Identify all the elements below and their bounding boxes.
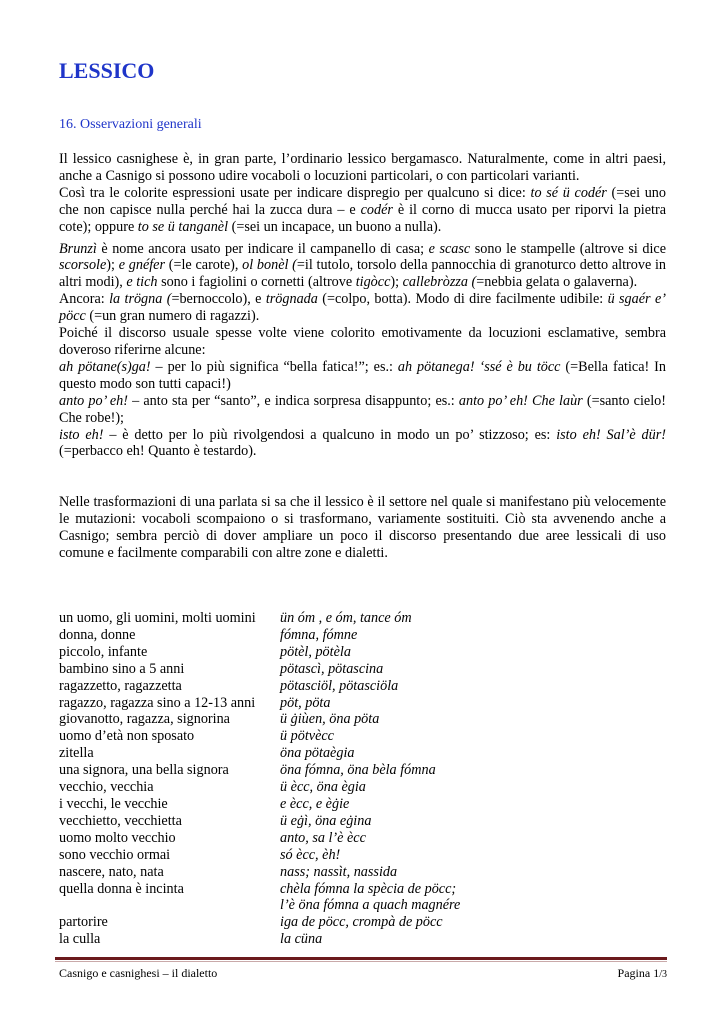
text-run: Poiché il discorso usuale spesse volte viene colorito emotivamente da locuzioni esclamative, sembra doveroso riferirne alcune: — [59, 325, 666, 358]
italian-term: piccolo, infante — [59, 643, 148, 660]
dialect-term: e ècc, e èġie — [280, 795, 350, 812]
text-run: =nebbia gelata o galaverna). — [476, 274, 638, 291]
text-run: Il lessico casnighese è, in gran parte, l’ordinario lessico bergamasco. Naturalmente, come in altri paesi, anche a Casnigo si possono udire vocaboli o locuzioni particolari, o con particolari varianti. — [59, 151, 666, 184]
text-run: Ancora: — [59, 291, 110, 308]
paragraph — [59, 494, 666, 562]
glossary-row — [59, 813, 460, 830]
paragraph — [59, 151, 666, 185]
italian-term: nascere, nato, nata — [59, 863, 164, 880]
dialect-term: anto po’ eh! — [59, 392, 128, 409]
italian-term: quella donna è incinta — [59, 880, 184, 897]
dialect-term: ah pötanega! ‘ssé è bu töcc — [397, 358, 561, 375]
text-run: (=Bella fatica! In questo modo son tutti capaci!) — [59, 358, 666, 392]
glossary-row — [59, 644, 460, 661]
dialect-term: callebròzza ( — [402, 274, 477, 291]
italian-term — [59, 897, 280, 914]
dialect-term: iga de pöcc, crompà de pöcc — [280, 914, 443, 931]
dialect-term: e scasc — [428, 240, 471, 257]
italian-term: ragazzo, ragazza sino a 12-13 anni — [59, 694, 256, 711]
glossary-row — [59, 745, 460, 762]
dialect-term: isto eh! Sal’è dür! — [556, 426, 666, 443]
italian-term: uomo d’età non sposato — [59, 728, 195, 745]
text-run: Così tra le colorite espressioni usate per indicare dispregio per qualcuno si dice: — [59, 184, 531, 201]
glossary-row — [59, 847, 460, 864]
glossary-row — [59, 728, 460, 745]
section-heading: 16. Osservazioni generali — [59, 117, 202, 132]
italian-term: la culla — [59, 931, 101, 948]
italian-term: un uomo, gli uomini, molti uomini — [59, 610, 256, 626]
text-run: sono i fagiolini o cornetti (altrove — [157, 274, 356, 291]
glossary-row — [59, 931, 460, 948]
text-run: =bernoccolo), e — [171, 291, 266, 308]
paragraph — [59, 291, 666, 325]
italian-term: vecchietto, vecchietta — [59, 812, 182, 829]
paragraph — [59, 393, 666, 427]
italian-term: una signora, una bella signora — [59, 762, 229, 779]
dialect-term: ü ècc, öna ègia — [280, 779, 366, 796]
italian-term: donna, donne — [59, 626, 136, 643]
dialect-term: ah pötane(s)ga! — [59, 358, 151, 375]
text-run: – per lo più significa “bella fatica!”; es.: — [150, 358, 398, 375]
glossary-row — [59, 762, 460, 779]
dialect-term: ü eġì, öna eġina — [280, 812, 372, 829]
italian-term: i vecchi, le vecchie — [59, 795, 168, 812]
dialect-term: e tich — [126, 274, 158, 291]
dialect-term: öna fómna, öna bèla fómna — [280, 762, 436, 779]
glossary-row — [59, 881, 460, 898]
page-title: LESSICO — [59, 58, 155, 83]
italian-term: vecchio, vecchia — [59, 779, 154, 796]
paragraph — [59, 359, 666, 393]
dialect-term: ol bonèl ( — [242, 257, 297, 274]
text-run: è il corno di mucca usato per riporvi la pietra cote); oppure — [59, 201, 666, 235]
dialect-term: trögnada — [265, 291, 318, 308]
footer — [59, 966, 667, 981]
italian-term: giovanotto, ragazza, signorina — [59, 711, 230, 728]
paragraph — [59, 241, 666, 292]
text-run: (=santo cielo! Che robe!); — [59, 392, 666, 426]
page-number: Pagina 1/3 — [617, 966, 667, 980]
text-run: =il tutolo, torsolo della pannocchia di granoturco detto altrove in altri modi), — [59, 257, 667, 291]
italian-term: partorire — [59, 914, 108, 931]
dialect-term: tigòcc — [355, 274, 391, 291]
text-run: (=le carote), — [165, 257, 243, 274]
glossary-row — [59, 711, 460, 728]
text-run: ); — [106, 257, 119, 274]
glossary-table — [59, 610, 460, 948]
dialect-term: fómna, fómne — [280, 626, 358, 643]
dialect-term: anto po’ eh! Che laùr — [458, 392, 583, 409]
glossary-row — [59, 864, 460, 881]
glossary-row — [59, 695, 460, 712]
italian-term: uomo molto vecchio — [59, 829, 176, 846]
text-run: Nelle trasformazioni di una parlata si sa che il lessico è il settore nel quale si manifestano più velocemente le mutazioni: vocaboli scompaiono o si trasformano, variamente sostituiti. Ciò sta avvenendo anche a Casnigo; sembra perciò di dover ampliare un poco il discorso presentando due aree lessicali di uso comune e facilmente comparabili con altre zone e dialetti. — [59, 494, 666, 562]
glossary-row — [59, 914, 460, 931]
dialect-term: e gnéfer — [118, 257, 166, 274]
paragraph — [59, 325, 666, 359]
text-run: (=perbacco eh! Quanto è testardo). — [59, 443, 257, 460]
italian-term: zitella — [59, 745, 94, 762]
dialect-term: pöt, pöta — [280, 694, 331, 711]
dialect-term: ün óm , e óm, tance óm — [280, 610, 412, 626]
text-run: sono le stampelle (altrove si dice — [470, 240, 666, 257]
dialect-term: scorsole — [59, 257, 107, 274]
dialect-term: anto, sa l’è ècc — [280, 829, 366, 846]
text-run: (=sei un incapace, un buono a nulla). — [228, 218, 442, 235]
dialect-term: öna pötaègia — [280, 745, 355, 762]
dialect-term: to se ü tanganèl — [137, 218, 229, 235]
dialect-term: nass; nassìt, nassida — [280, 863, 398, 880]
text-run: (=un gran numero di ragazzi). — [85, 308, 260, 325]
glossary-row — [59, 610, 460, 627]
glossary-row — [59, 830, 460, 847]
glossary-row — [59, 897, 460, 914]
glossary-row — [59, 678, 460, 695]
dialect-term: ü ġiùen, öna pöta — [280, 711, 380, 728]
dialect-term: la trögna ( — [109, 291, 172, 308]
footer-rule-thin — [55, 961, 667, 962]
dialect-term: la cüna — [280, 931, 323, 948]
paragraph — [59, 427, 666, 461]
dialect-term: pötascì, pötascina — [280, 660, 384, 677]
text-run: – anto sta per “santo”, e indica sorpresa disappunto; es.: — [127, 392, 459, 409]
dialect-term: ü pötvècc — [280, 728, 334, 745]
text-run: è nome ancora usato per indicare il campanello di casa; — [96, 240, 429, 257]
dialect-term: to sé ü codér — [530, 184, 607, 201]
paragraph — [59, 185, 666, 236]
footer-rule — [55, 957, 667, 960]
italian-term: sono vecchio ormai — [59, 846, 171, 863]
glossary-row — [59, 779, 460, 796]
text-run: (=sei uno che non capisce nulla perché hai la zucca dura – e — [59, 184, 666, 218]
glossary-row — [59, 661, 460, 678]
dialect-term: isto eh! — [59, 426, 104, 443]
text-run: – è detto per lo più rivolgendosi a qualcuno in modo un po’ stizzoso; es: — [103, 426, 557, 443]
dialect-term: pötèl, pötèla — [280, 643, 351, 660]
footer-title: Casnigo e casnighesi – il dialetto — [59, 966, 218, 980]
dialect-term: l’è öna fómna a quach magnére — [280, 897, 461, 914]
dialect-term: pötasciöl, pötasciöla — [280, 677, 399, 694]
dialect-term: só ècc, èh! — [280, 846, 341, 863]
text-run: ); — [390, 274, 403, 291]
text-run: (=colpo, botta). Modo di dire facilmente udibile: — [317, 291, 608, 308]
body-text — [59, 151, 666, 562]
dialect-term: Brunzì — [59, 240, 97, 257]
dialect-term: chèla fómna la spècia de pöcc; — [280, 880, 457, 897]
italian-term: ragazzetto, ragazzetta — [59, 677, 182, 694]
glossary-row — [59, 627, 460, 644]
dialect-term: ü sgaér e’ pöcc — [59, 291, 666, 325]
dialect-term: codér — [360, 201, 393, 218]
italian-term: bambino sino a 5 anni — [59, 660, 185, 677]
glossary-row — [59, 796, 460, 813]
